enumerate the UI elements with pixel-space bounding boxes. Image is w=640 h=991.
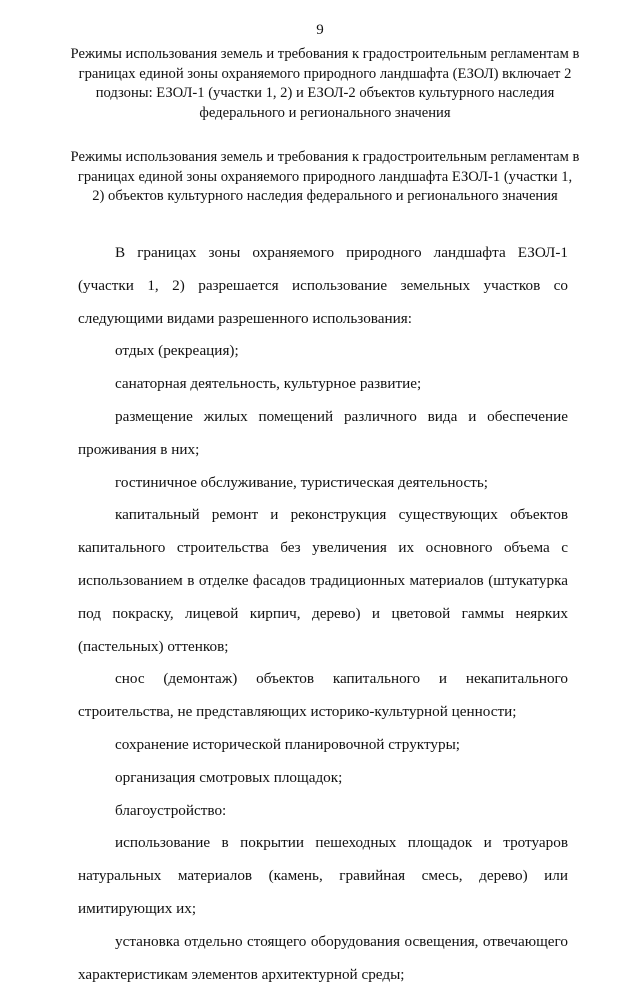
- section-heading-ezol: Режимы использования земель и требования к градостроительным регламентам в границах единой зоны охраняемого природного ландшафта (ЕЗОЛ) включает 2 подзоны: ЕЗОЛ-1 (участки 1, 2) и ЕЗОЛ-2 объектов культурного наследия федерального и регионального значения: [70, 46, 580, 121]
- list-item: размещение жилых помещений различного вида и обеспечение проживания в них;: [78, 407, 568, 458]
- list-item: благоустройство:: [115, 801, 227, 819]
- list-item: санаторная деятельность, культурное развитие;: [115, 375, 422, 393]
- list-item: отдых (рекреация);: [115, 342, 239, 360]
- list-item: сохранение исторической планировочной структуры;: [115, 735, 461, 753]
- list-item: снос (демонтаж) объектов капитального и некапитального строительства, не представляющих историко-культурной ценности;: [78, 670, 568, 721]
- page-number: 9: [316, 22, 324, 38]
- list-item: организация смотровых площадок;: [115, 768, 343, 786]
- body-text: [78, 237, 568, 991]
- list-item: установка отдельно стоящего оборудования освещения, отвечающего характеристикам элементов архитектурной среды;: [78, 932, 568, 983]
- paragraph-intro: В границах зоны охраняемого природного ландшафта ЕЗОЛ-1 (участки 1, 2) разрешается использование земельных участков со следующими видами разрешенного использования:: [78, 244, 568, 327]
- list-item: капитальный ремонт и реконструкция существующих объектов капитального строительства без увеличения их основного объема с использованием в отделке фасадов традиционных материалов (штукатурка под покраску, лицевой кирпич, дерево) и цветовой гаммы неярких (пастельных) оттенков;: [78, 506, 568, 655]
- list-item: использование в покрытии пешеходных площадок и тротуаров натуральных материалов (камень, гравийная смесь, дерево) или имитирующих их;: [78, 834, 568, 917]
- section-heading-ezol-1: Режимы использования земель и требования к градостроительным регламентам в границах единой зоны охраняемого природного ландшафта ЕЗОЛ-1 (участки 1, 2) объектов культурного наследия федерального и регионального значения: [70, 149, 580, 204]
- list-item: гостиничное обслуживание, туристическая деятельность;: [115, 473, 489, 491]
